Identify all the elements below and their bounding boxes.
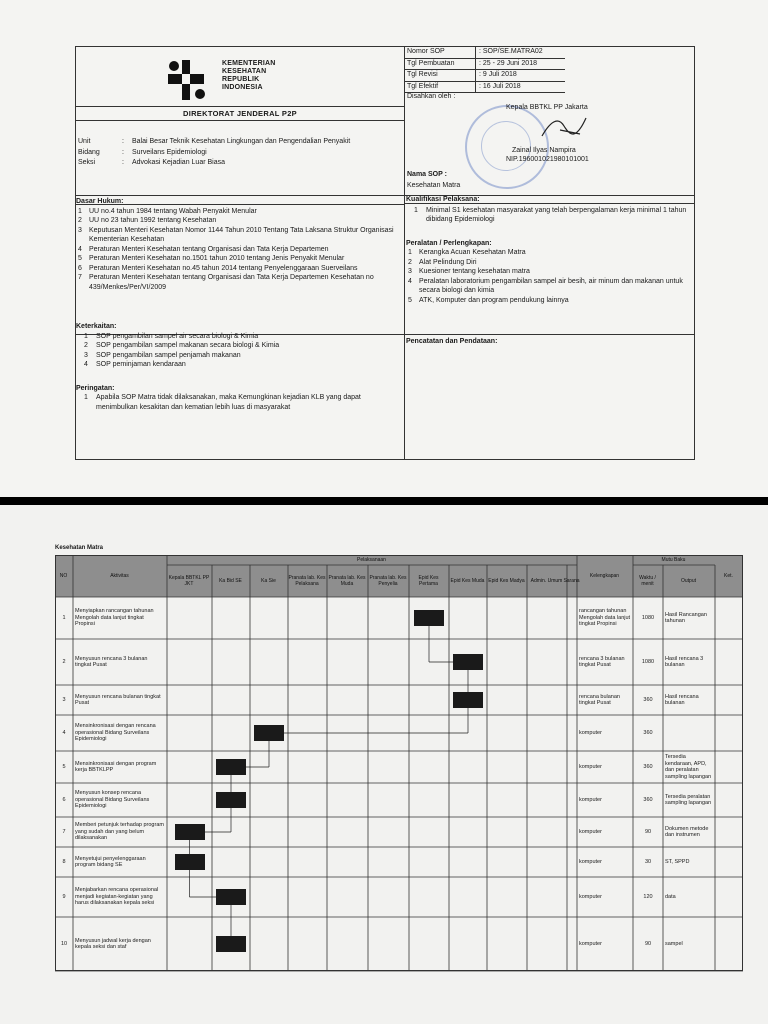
process-box <box>453 692 483 708</box>
row-aktivitas: Menyusun jadwal kerja dengan kepala seksi dan staf <box>75 937 151 950</box>
signature-icon <box>540 112 590 142</box>
signer-block: Kepala BBTKL PP Jakarta Zainal Ilyas Nampira NIP.196001021980101001 <box>506 104 589 163</box>
row-output <box>665 716 713 750</box>
row-waktu: 120 <box>643 893 653 900</box>
dasar-hukum-item: 4 Peraturan Menteri Kesehatan tentang Organisasi dan Tata Kerja Departemen <box>78 245 329 253</box>
kemenkes-logo-icon <box>160 56 216 104</box>
row-no: 3 <box>62 696 66 703</box>
peralatan-item: 3 Kuesioner tentang kesehatan matra <box>408 268 530 275</box>
header-pelaksanaan: Pelaksanaan <box>357 556 386 563</box>
row-kelengkapan: rancangan tahunan Mengolah data lanjut tingkat Propinsi <box>579 608 631 628</box>
kualifikasi-list <box>406 206 692 225</box>
dasar-hukum-item: 5 Peraturan Menteri Kesehatan no.1501 tahun 2010 tentang Jenis Penyakit Menular <box>78 255 345 262</box>
header-actor: Ka Sie <box>261 577 276 584</box>
peringatan-list <box>76 393 404 412</box>
header-output: Output <box>680 577 696 584</box>
header-actor: Pranata lab. Kes Muda <box>328 574 366 587</box>
row-waktu: 90 <box>644 828 652 835</box>
process-box <box>414 610 444 626</box>
header-actor: Admin. Umum <box>530 577 563 584</box>
process-box <box>175 854 205 870</box>
row-waktu: 360 <box>643 729 653 736</box>
peralatan-item: 4 Peralatan laboratorium pengambilan sampel air besih, air minum dan makanan untuk secara biologi dan kimia <box>408 277 683 294</box>
row-no: 4 <box>62 729 66 736</box>
row-output: Tersedia peralatan sampling lapangan <box>665 793 712 806</box>
dasar-hukum-item: 6 Peraturan Menteri Kesehatan no.45 tahun 2014 tentang Penyelenggaraan Suerveilans <box>78 264 358 272</box>
dasar-hukum-item: 1 UU no.4 tahun 1984 tentang Wabah Penyakit Menular <box>78 207 257 215</box>
dasar-hukum-item: 7 Peraturan Menteri Kesehatan tentang Organisasi dan Tata Kerja Departemen Kesehatan no 439/Menkes/Per/VI/2009 <box>78 274 374 291</box>
unit-info: Unit : Balai Besar Teknik Kesehatan Lingkungan dan Pengendalian Penyakit Bidang : Surveilans Epidemiologi Seksi : Advokasi Kejadian Luar Biasa <box>78 138 351 166</box>
row-kelengkapan: komputer <box>579 796 602 803</box>
row-aktivitas: Menyetujui penyelenggaraan program bidang SE <box>75 855 146 868</box>
header-waktu: Waktu / menit <box>639 574 656 587</box>
process-box <box>216 889 246 905</box>
row-aktivitas: Menyiapkan rancangan tahunan Mengolah data lanjut tingkat Propinsi <box>75 608 154 628</box>
row-waktu: 360 <box>643 763 653 770</box>
row-kelengkapan: rencana 3 bulanan tingkat Pusat <box>579 655 625 668</box>
row-kelengkapan: komputer <box>579 729 602 736</box>
peralatan-list <box>406 248 692 305</box>
row-waktu: 360 <box>643 796 653 803</box>
process-box <box>175 824 205 840</box>
header-kelengkapan: Kelengkapan <box>589 572 620 579</box>
row-no: 8 <box>62 858 66 865</box>
row-no: 7 <box>62 828 66 835</box>
row-no: 9 <box>62 893 66 900</box>
right-column: Kualifikasi Pelaksana: 1 Minimal S1 kesehatan masyarakat yang telah berpengalaman kerja minimal 1 tahun dibidang Epidemiologi Peralatan / Perlengkapan: 1 Kerangka Acuan Kesehatan Matra 2 Alat Pelindung Diri 3 Kuesioner tentang kesehatan matra 4 Peralatan laboratorium pengambilan sampel air besih, air minum dan makanan untuk secara biologi dan kimia 5 ATK, Komputer dan program pendukung lainnya Pencatatan dan Pendataan: <box>406 195 692 347</box>
meta-row-efektif: Tgl Efektif : 16 Juli 2018 <box>405 82 565 94</box>
keterkaitan-list <box>76 332 404 370</box>
kualifikasi-item: 1 Minimal S1 kesehatan masyarakat yang telah berpengalaman kerja minimal 1 tahun dibidang Epidemiologi <box>414 206 687 223</box>
row-aktivitas: Menyusun rencana 3 bulanan tingkat Pusat <box>75 655 148 668</box>
row-aktivitas: Menjabarkan rencana operasional menjadi kegiatan-kegiatan yang harus dilaksanakan kepala seksi <box>75 887 159 907</box>
flowchart-table <box>55 555 743 971</box>
row-aktivitas: Menyusun konsep rencana operasional Bidang Surveilans Epidemiologi <box>75 790 150 810</box>
keterkaitan-item: 2 SOP pengambilan sampel makanan secara biologi & Kimia <box>84 342 280 349</box>
row-kelengkapan: komputer <box>579 940 602 947</box>
peralatan-item: 5 ATK, Komputer dan program pendukung lainnya <box>408 296 569 304</box>
header-no: NO <box>59 572 68 579</box>
row-aktivitas: Memberi petunjuk terhadap program yang sudah dan yang belum dilaksanakan <box>75 822 164 842</box>
sop-cover-page <box>0 0 768 497</box>
header-actor: Epid Kes Pertama <box>418 574 439 587</box>
process-box <box>216 759 246 775</box>
row-waktu: 1080 <box>641 658 655 665</box>
meta-row-revisi: Tgl Revisi : 9 Juli 2018 <box>405 70 565 82</box>
keterkaitan-item: 3 SOP pengambilan sampel penjamah makanan <box>84 351 241 359</box>
sop-meta-table <box>405 47 565 93</box>
header-actor: Pranata lab. Kes Penyelia <box>369 574 407 587</box>
keterkaitan-item: 1 SOP pengambilan sampel air secara biologi & Kimia <box>84 332 259 340</box>
header-actor: Pranata lab. Kes Pelaksana <box>288 574 326 587</box>
header-actor: Epid Kes Muda <box>450 577 485 584</box>
disahkan-label: Disahkan oleh : <box>407 93 456 100</box>
row-output: data <box>665 893 676 900</box>
header-actor: Ka Bid SE <box>219 577 242 584</box>
row-no: 10 <box>60 940 68 947</box>
row-no: 5 <box>62 763 66 770</box>
process-box <box>254 725 284 741</box>
keterkaitan-item: 4 SOP peminjaman kendaraan <box>84 361 186 368</box>
sop-name: Nama SOP : Kesehatan Matra <box>407 171 461 189</box>
header-actor: Kepala BBTKL PP JKT <box>168 574 210 587</box>
row-output: sampel <box>665 940 683 947</box>
row-aktivitas: Mensinkronisasi dengan rencana operasional Bidang Surveilans Epidemiologi <box>75 723 156 743</box>
meta-row-pembuatan: Tgl Pembuatan : 25 - 29 Juni 2018 <box>405 59 565 71</box>
row-no: 1 <box>62 614 66 621</box>
row-kelengkapan: komputer <box>579 858 602 865</box>
row-waktu: 90 <box>644 940 652 947</box>
row-output: ST, SPPD <box>665 858 690 865</box>
row-waktu: 30 <box>644 858 652 865</box>
row-aktivitas: Mensinkronisasi dengan program kerja BBTKLPP <box>75 760 157 773</box>
row-kelengkapan: rencana bulanan tingkat Pusat <box>579 693 620 706</box>
row-no: 2 <box>62 658 66 665</box>
header-actor: Epid Kes Madya <box>488 577 525 584</box>
peringatan-item: 1 Apabila SOP Matra tidak dilaksanakan, maka Kemungkinan kejadian KLB yang dapat menimbulkan kesakitan dan kematian lebih luas di masyarakat <box>84 394 361 411</box>
header-ket: Ket. <box>724 572 733 579</box>
row-waktu: 360 <box>643 696 653 703</box>
row-output: Hasil rencana 3 bulanan <box>665 655 704 668</box>
row-aktivitas: Menyusun rencana bulanan tingkat Pusat <box>75 693 161 706</box>
flowchart-page <box>0 505 768 1024</box>
ministry-name: KEMENTERIAN KESEHATAN REPUBLIK INDONESIA <box>222 60 276 91</box>
header-aktivitas: Aktivitas <box>110 572 129 579</box>
directorate-title: DIREKTORAT JENDERAL P2P <box>182 109 297 118</box>
dasar-hukum-item: 2 UU no 23 tahun 1992 tentang Kesehatan <box>78 217 217 224</box>
process-box <box>453 654 483 670</box>
row-kelengkapan: komputer <box>579 828 602 835</box>
row-output: Tersedia kendaraan, APD, dan peralatan sampling lapangan <box>665 754 712 780</box>
dasar-hukum-item: 3 Keputusan Menteri Kesehatan Nomor 1144 Tahun 2010 Tentang Tata Laksana Struktur Organisasi Kementerian Kesehatan <box>78 226 394 243</box>
row-no: 6 <box>62 796 66 803</box>
header-mutu-baku: Mutu Baku <box>661 556 686 563</box>
row-waktu: 1080 <box>641 614 655 621</box>
peralatan-item: 2 Alat Pelindung Diri <box>408 258 477 266</box>
flowchart-title: Kesehatan Matra <box>55 545 104 551</box>
process-box <box>216 936 246 952</box>
row-output: Hasil Rancangan tahunan <box>665 611 707 624</box>
process-box <box>216 792 246 808</box>
dasar-hukum-list <box>76 207 404 293</box>
meta-row-nomor: Nomor SOP : SOP/SE.MATRA02 <box>405 47 565 59</box>
row-kelengkapan: komputer <box>579 893 602 900</box>
row-output: Dokumen metode dan instrumen <box>665 825 709 838</box>
header-sarana: Sarana <box>563 577 580 584</box>
row-output: Hasil rencana bulanan <box>665 693 699 706</box>
left-column: Dasar Hukum: 1 UU no.4 tahun 1984 tentang Wabah Penyakit Menular 2 UU no 23 tahun 1992 tentang Kesehatan 3 Keputusan Menteri Kesehatan Nomor 1144 Tahun 2010 Tentang Tata Laksana Struktur Organisasi Kementerian Kesehatan 4 Peraturan Menteri Kesehatan tentang Organisasi dan Tata Kerja Departemen 5 Peraturan Menteri Kesehatan no.1501 tahun 2010 tentang Jenis Penyakit Menular 6 Peraturan Menteri Kesehatan no.45 tahun 2014 tentang Penyelenggaraan Suerveilans 7 Peraturan Menteri Kesehatan tentang Organisasi dan Tata Kerja Departemen Kesehatan no 439/Menkes/Per/VI/2009 Keterkaitan: 1 SOP pengambilan sampel air secara biologi & Kimia 2 SOP pengambilan sampel makanan secara biologi & Kimia 3 SOP pengambilan sampel penjamah makanan 4 SOP peminjaman kendaraan Peringatan: 1 Apabila SOP Matra tidak dilaksanakan, maka Kemungkinan kejadian KLB yang dapat menimbulkan kesakitan dan kematian lebih luas di masyarakat <box>76 197 404 412</box>
peralatan-item: 1 Kerangka Acuan Kesehatan Matra <box>408 249 526 256</box>
row-kelengkapan: komputer <box>579 763 602 770</box>
